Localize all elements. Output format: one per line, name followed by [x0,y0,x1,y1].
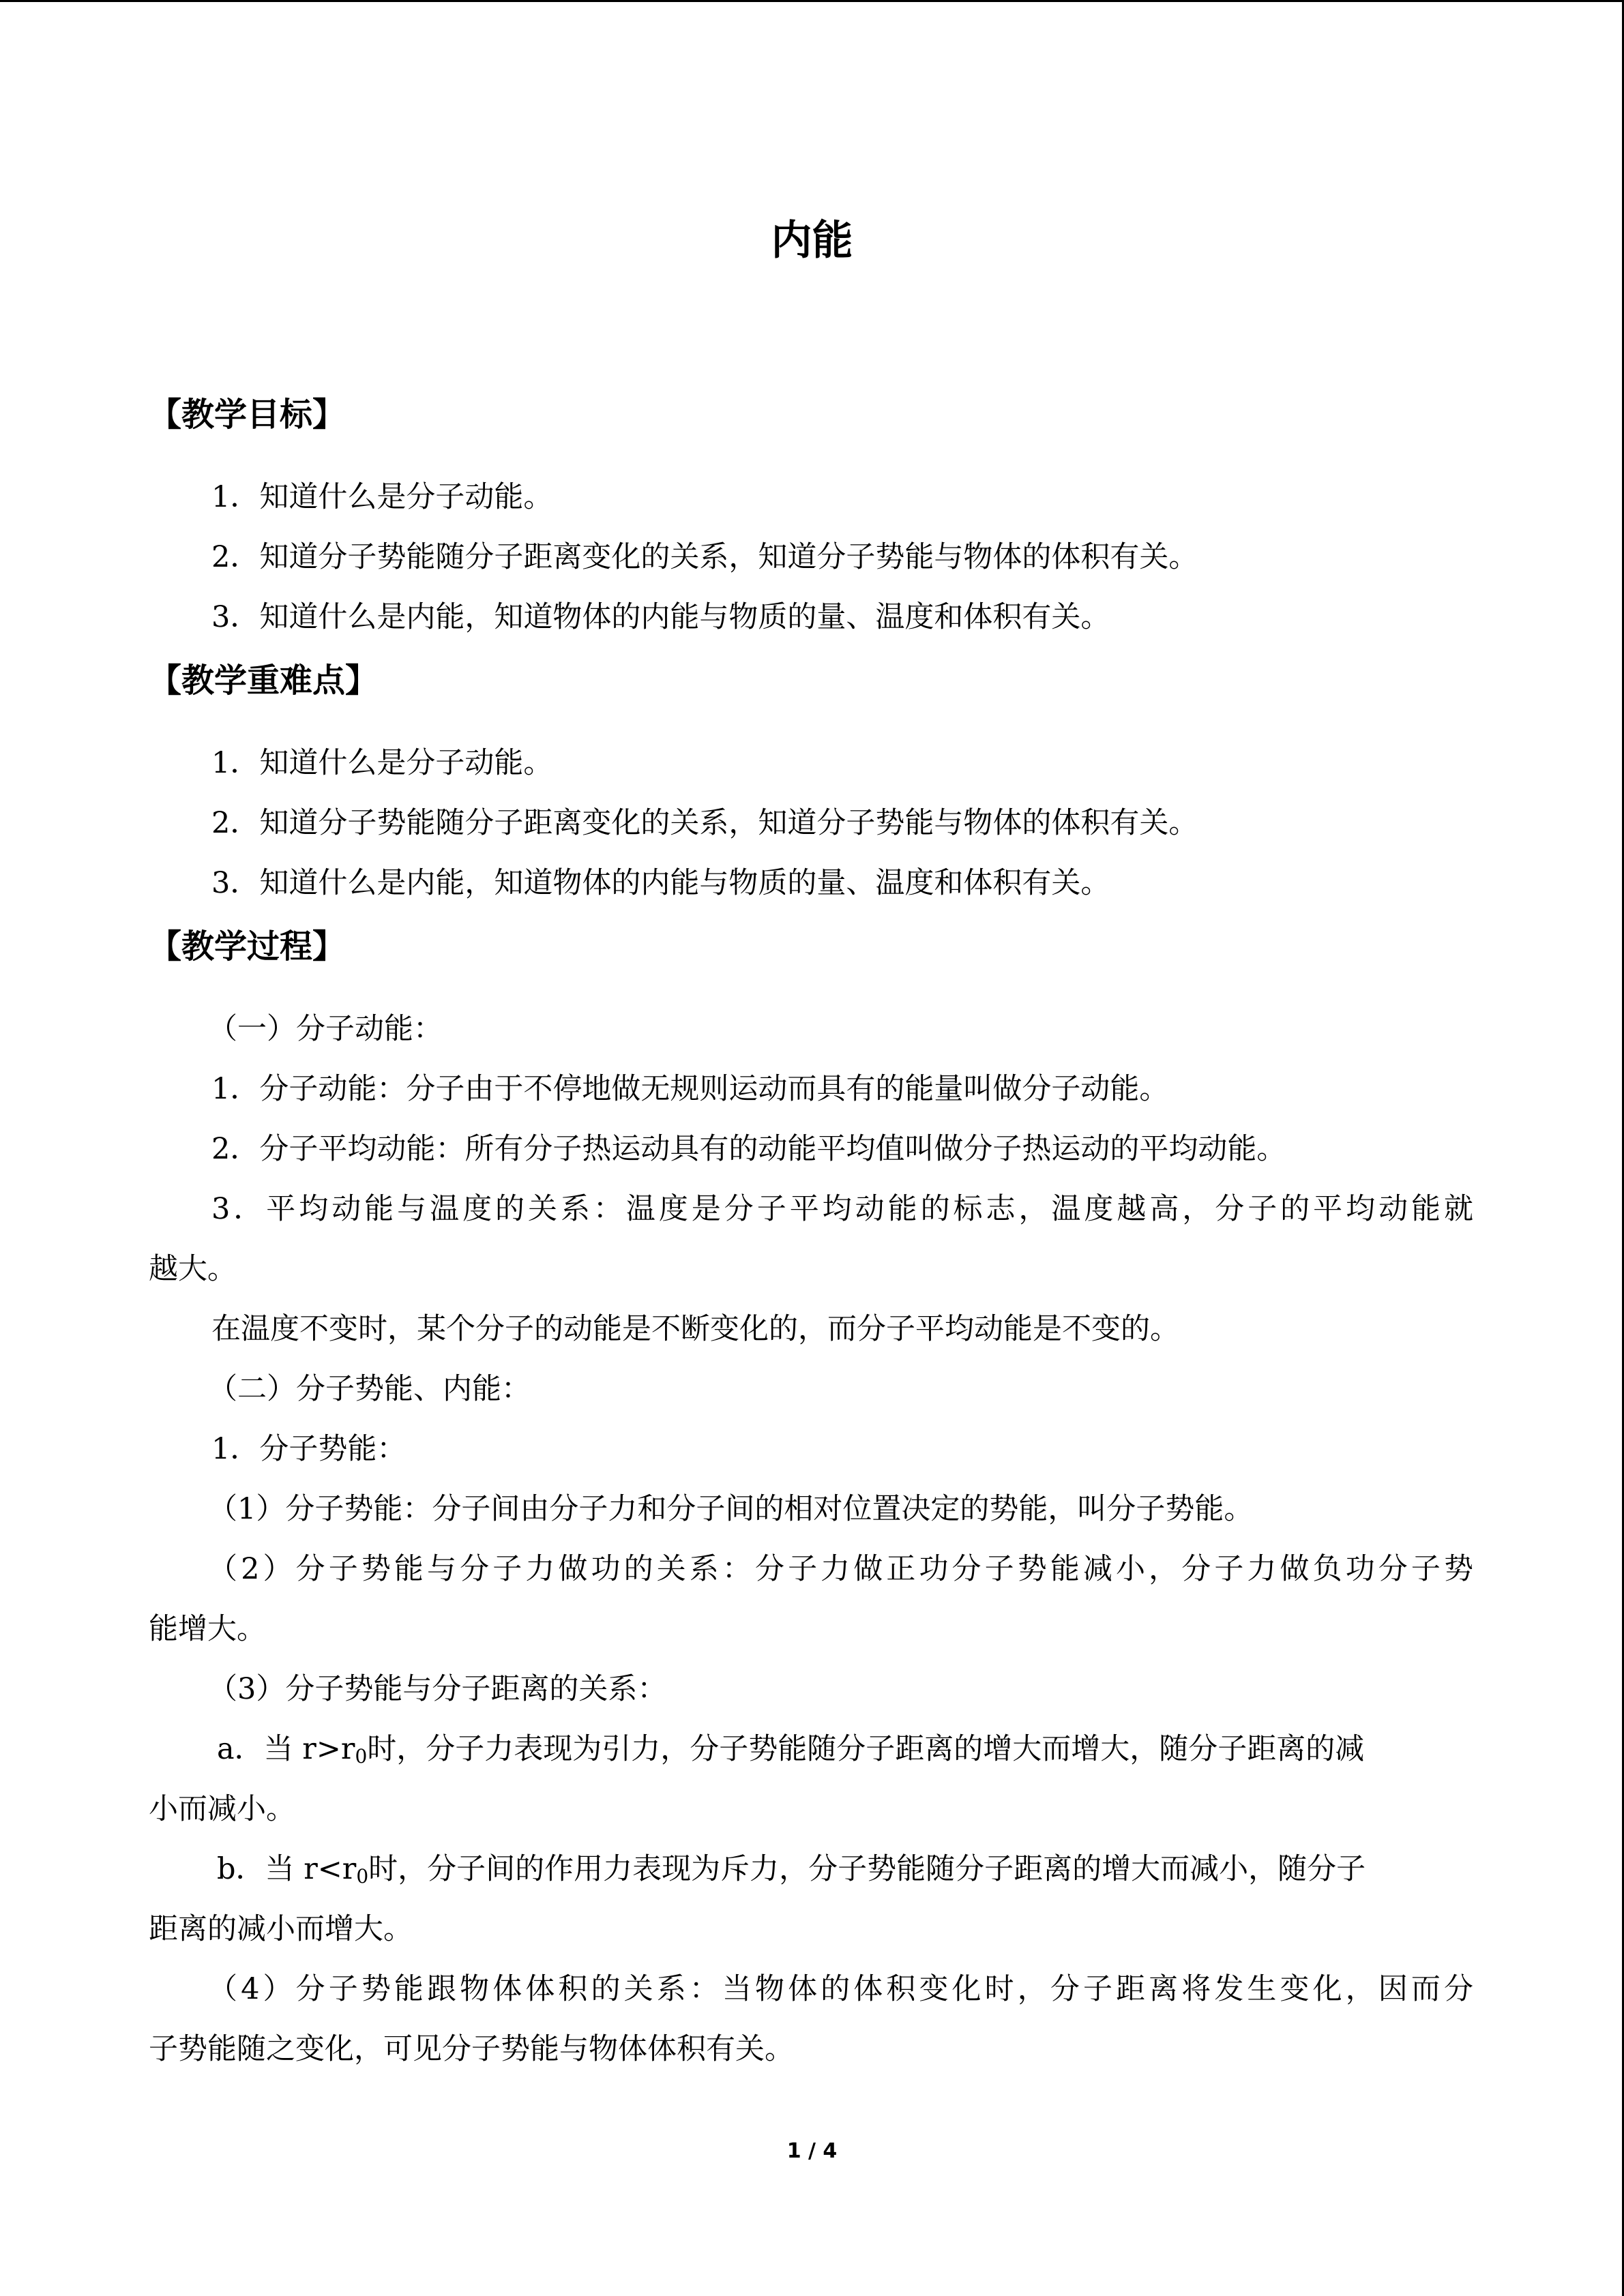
part1-title: （一）分子动能： [208,1012,443,1046]
paragraph-case-b-line1: b．当 $r<r_0$时，分子间的作用力表现为斥力，分子势能随分子距离的增大而减小，随分子 [217,1852,1366,1888]
key-point-item-3: 3．知道什么是内能，知道物体的内能与物质的量、温度和体积有关。 [211,866,1110,900]
paragraph-potential-definition: （1）分子势能：分子间由分子力和分子间的相对位置决定的势能，叫分子势能。 [208,1492,1254,1526]
paragraph-potential-energy: 1．分子势能： [211,1432,407,1466]
paragraph-volume-relation-line2: 子势能随之变化，可见分子势能与物体体积有关。 [149,2032,794,2066]
key-point-item-1: 1．知道什么是分子动能。 [211,746,553,780]
paragraph-temperature-line2: 越大。 [149,1252,237,1286]
paragraph-kinetic-energy: 1．分子动能：分子由于不停地做无规则运动而具有的能量叫做分子动能。 [211,1072,1169,1106]
objective-item-2: 2．知道分子势能随分子距离变化的关系，知道分子势能与物体的体积有关。 [211,540,1198,574]
paragraph-case-a-line2: 小而减小。 [149,1792,295,1826]
section-heading-process: 【教学过程】 [149,927,346,966]
paragraph-work-relation-line1: （2）分子势能与分子力做功的关系：分子力做正功分子势能减小，分子力做负功分子势 [208,1552,1473,1586]
objective-item-3: 3．知道什么是内能，知道物体的内能与物质的量、温度和体积有关。 [211,600,1110,634]
paragraph-average-kinetic-energy: 2．分子平均动能：所有分子热运动具有的动能平均值叫做分子热运动的平均动能。 [211,1132,1286,1166]
section-heading-key-points: 【教学重难点】 [149,661,379,700]
paragraph-case-b-line2: 距离的减小而增大。 [149,1912,413,1946]
section-heading-objectives: 【教学目标】 [149,396,346,434]
page-number: 1 / 4 [786,2139,838,2163]
paragraph-volume-relation-line1: （4）分子势能跟物体体积的关系：当物体的体积变化时，分子距离将发生变化，因而分 [208,1972,1473,2006]
key-point-item-2: 2．知道分子势能随分子距离变化的关系，知道分子势能与物体的体积有关。 [211,806,1198,840]
objective-item-1: 1．知道什么是分子动能。 [211,480,553,514]
paragraph-case-a-line1: a．当 $r>r_0$时，分子力表现为引力，分子势能随分子距离的增大而增大，随分子距离的减 [217,1732,1365,1768]
paragraph-constant-temperature: 在温度不变时，某个分子的动能是不断变化的，而分子平均动能是不变的。 [211,1312,1179,1346]
paragraph-work-relation-line2: 能增大。 [149,1612,266,1646]
page-title: 内能 [771,217,853,265]
part2-title: （二）分子势能、内能： [208,1372,531,1406]
paragraph-distance-relation: （3）分子势能与分子距离的关系： [208,1672,667,1706]
paragraph-temperature-line1: 3．平均动能与温度的关系：温度是分子平均动能的标志，温度越高，分子的平均动能就 [211,1192,1473,1226]
